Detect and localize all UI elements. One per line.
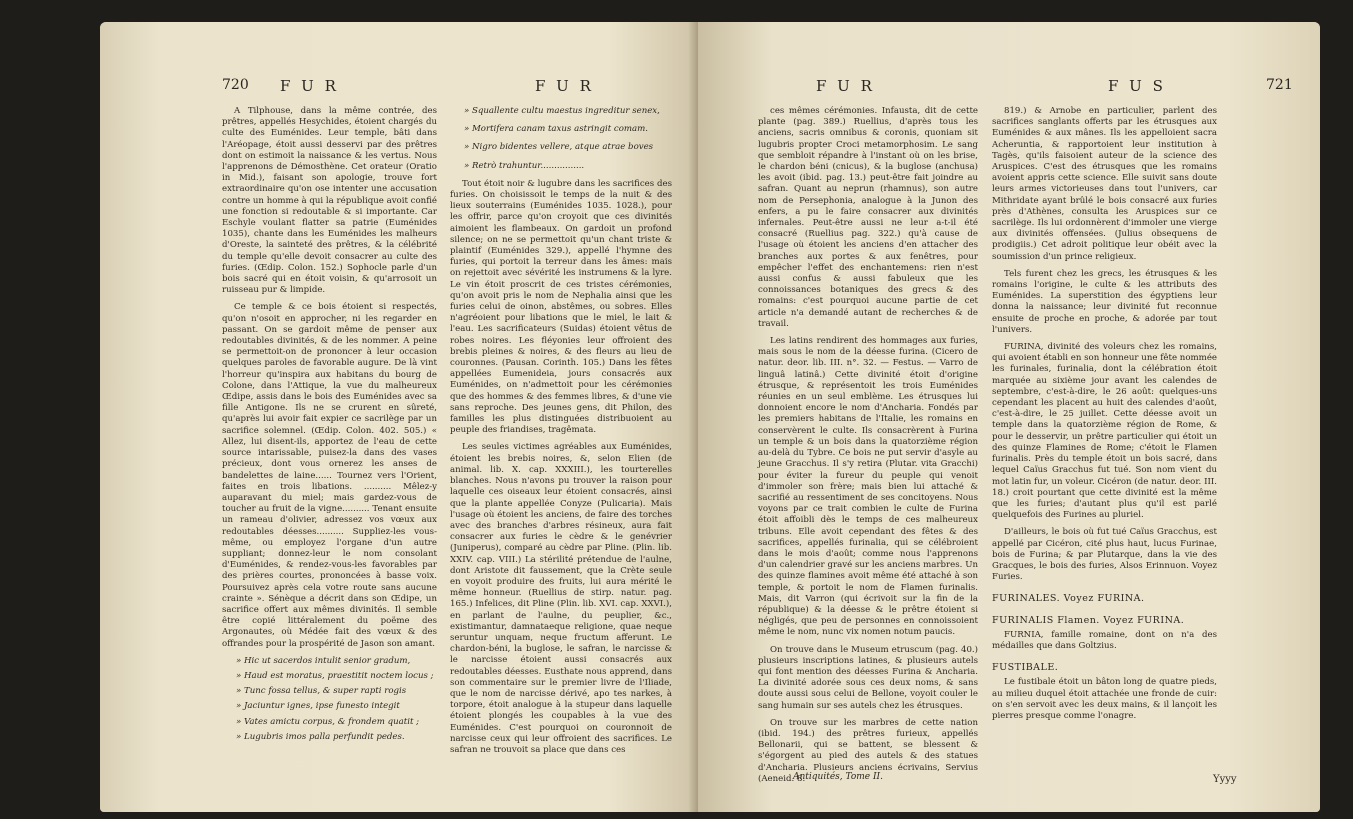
verse-line: » Haud est moratus, praestitit noctem locus ; <box>236 670 434 681</box>
paragraph: Les seules victimes agréables aux Euménides, étoient les brebis noires, &, selon Elien (de animal. lib. X. cap. XXXIII.), les tourterelles blanches. Nous n'avons pu trouver la raison pour laquelle ces oiseaux leur étoient consacrés, ainsi que la plante appellée Conyze (Pulicaria). Mais l'usage où étoient les anciens, de faire des torches avec des branches d'arbres résineux, aura fait consacrer aux furies le cèdre & le genévrier (Juniperus), comparé au cèdre par Pline. (Plin. lib. XXIV. cap. VIII.) La stérilité prétendue de l'aulne, dont Aristote dit faussement, que la Crète seule en voyoit produire des fruits, lui aura mérité le même honneur. (Ruellius de stirp. natur. pag. 165.) Infelices, dit Pline (Plin. lib. XVI. cap. XXVI.), en parlant de l'aulne, du peuplier, &c., existimantur, damnataeque religione, quae neque seruntur unquam, neque fructum afferunt. Le chardon-béni, la buglose, le safran, le narcisse & le narcisse étoient aussi consacrés aux redoutables déesses. Eusthate nous apprend, dans son commentaire sur le premier livre de l'Iliade, que le nom de narcisse dérivé, apo tes narkes, à torpore, étoit analogue à la stupeur dans laquelle étoient plongés les coupables à la vue des Euménides. C'est pourquoi on couronnoit de narcisse ceux qui leur offroient des sacrifices. Le safran ne trouvoit sa place que dans ces <box>450 442 672 755</box>
verse-line: » Mortifera canam taxus astringit comam. <box>464 124 649 135</box>
column-3 <box>758 106 978 791</box>
signature-mark: Yyyy <box>1213 774 1237 785</box>
verse-line: » Squallente cultu maestus ingreditur senex, <box>464 106 660 116</box>
running-head-left-col2: F U R <box>535 77 594 95</box>
verse-line: » Tunc fossa tellus, & super rapti rogis <box>236 686 407 697</box>
paragraph: D'ailleurs, le bois où fut tué Caïus Gracchus, est appellé par Cicéron, cité plus haut, lucus Furinae, bois de Furina; & par Plutarque, dans la vie des Gracques, le bois des furies, Alsos Erinnuon. Voyez Furies. <box>992 527 1217 583</box>
paragraph: Tels furent chez les grecs, les étrusques & les romains l'origine, le culte & les attributs des Euménides. La superstition des égyptiens leur donna la naissance; leur divinité fut reconnue ensuite de proche en proche, & adorée par tout l'univers. <box>992 268 1217 335</box>
verse-line: » Nigro bidentes vellere, atque atrae boves <box>464 142 654 153</box>
right-page <box>698 22 1320 812</box>
paragraph: A Tilphouse, dans la même contrée, des prêtres, appellés Hesychides, étoient chargés du culte des Euménides. Leur temple, bâti dans l'Aréopage, étoit aussi desservi par des prêtres dont on estimoit la naissance & les vertus. Nous l'apprenons de Démosthène. Cet orateur (Oratio in Mid.), faisant son apologie, trouve fort extraordinaire qu'on ose intenter une accusation contre un homme à qui la république avoit confié une fonction si redoutable & si importante. Car Eschyle voulant flatter sa patrie (Euménides 1035), chante dans les Euménides les malheurs d'Oreste, la sainteté des prêtres, & la célébrité du temple qu'elle devoit consacrer au culte des furies. (Œdip. Colon. 152.) Sophocle parle d'un bois sacré qui en étoit voisin, & qu'arrosoit un ruisseau pur & limpide. <box>222 106 438 296</box>
paragraph: On trouve sur les marbres de cette nation (ibid. 194.) des prêtres furieux, appellés Bellonarii, qui se battent, se blessent & s'égorgent au pied des autels & des statues d'Ancharia. Plusieurs anciens écrivains, Servius (Aeneid. 8. <box>758 717 978 784</box>
dictionary-entry: FURNIA, famille romaine, dont on n'a des médailles que dans Goltzius. <box>992 629 1217 651</box>
column-4 <box>992 106 1217 728</box>
column-1 <box>222 106 437 747</box>
paragraph: Tout étoit noir & lugubre dans les sacrifices des furies. On choisissoit le temps de la nuit & des lieux souterrains (Euménides 1035. 1028.), pour les offrir, parce qu'on croyoit que ces divinités aimoient les flambeaux. On gardoit un profond silence; on ne se permettoit qu'un chant triste & plaintif (Euménides 329.), appellé l'hymne des furies, qui portoit la terreur dans les âmes: mais on rejettoit avec sévérité les instrumens & la lyre. Le vin étoit proscrit de ces tristes cérémonies, qu'on avoit pris le nom de Nephalia ainsi que les furies celui de oinon, abstêmes, ou sobres. Elles n'agréoient pour libations que le miel, le lait & l'eau. Les sacrificateurs (Suidas) étoient vêtus de robes noires. Les fléyonies leur offroient des brebis pleines & noires, & des fleurs au lieu de couronnes. (Pausan. Corinth. 105.) Dans les fêtes appellées Eumenideia, jours consacrés aux Euménides, on n'admettoit pour les cérémonies que des hommes & des femmes libres, & d'une vie sans reproche. Des jeunes gens, dit Philon, des familles les plus distinguées distribuoient au peuple des friandises, tragêmata. <box>450 178 672 436</box>
verse-line: » Lugubris imos palla perfundit pedes. <box>236 731 405 742</box>
page-number-left: 720 <box>222 77 249 93</box>
paragraph: FURINA, divinité des voleurs chez les romains, qui avoient établi en son honneur une fête nommée les furinales, furinalia, dont la célébration étoit marquée au sixième jour avant les calendes de septembre, c'est-à-dire, le 26 août: quelques-uns cependant les placent au huit des calendes d'août, c'est-à-dire, le 25 juillet. Cette déesse avoit un temple dans la quatorzième région de Rome, & pour le desservir, un prêtre particulier qui étoit un des quinze Flamines de Rome; c'étoit le Flamen furinalis. Près du temple étoit un bois sacré, dans lequel Caïus Gracchus fut tué. Son nom vient du mot latin fur, un voleur. Cicéron (de natur. deor. III. 18.) croit pourtant que cette divinité est la même que les furies; d'autant plus qu'il est parlé quelquefois des Furines au pluriel. <box>992 342 1217 521</box>
paragraph: On trouve dans le Museum etruscum (pag. 40.) plusieurs inscriptions latines, & plusieurs autels qui font mention des déesses Furina & Ancharia. La divinité adorée sous ces deux noms, & sans doute aussi sous celui de Bellone, voyoit couler le sang humain sur ses autels chez les étrusques. <box>758 644 978 711</box>
verse-line: » Retrò trahuntur................ <box>464 160 585 171</box>
latin-verse <box>450 106 672 172</box>
dictionary-entry: Le fustibale étoit un bâton long de quatre pieds, au milieu duquel étoit attachée une fronde de cuir: on s'en servoit avec les deux mains, & il lançoit les pierres presque comme l'onagre. <box>992 677 1217 721</box>
paragraph: ces mêmes cérémonies. Infausta, dit de cette plante (pag. 389.) Ruellius, d'après tous les anciens, sacris omnibus & coronis, quoniam sit lugubris propter Croci metamorphosim. Le sang que sembloit répandre à l'instant où on les brise, le chardon béni (cnicus), & la buglose (anchusa) les avoit (ibid. pag. 13.) peut-être fait joindre au safran. Quant au neprun (rhamnus), son autre nom de Persephonia, analogue à la Junon des enfers, a pu le faire consacrer aux divinités infernales. Peut-être aussi ne leur a-t-il été consacré (Ruellius pag. 322.) qu'à cause de l'usage où étoient les anciens d'en attacher des branches aux portes & aux fenêtres, pour empêcher l'effet des enchantemens: rien n'est aussi confus & aussi fabuleux que les connoissances botaniques des grecs & des romains: c'est pourquoi aucune partie de cet article n'a demandé autant de recherches & de travail. <box>758 106 978 329</box>
left-page <box>100 22 698 812</box>
paragraph: Ce temple & ce bois étoient si respectés, qu'on n'osoit en approcher, ni les regarder en passant. On se gardoit même de penser aux redoutables divinités, & de les nommer. A peine se permettoit-on de prononcer à leur occasion quelques paroles de favorable augure. De là vint l'horreur qu'inspira aux habitans du bourg de Colone, dans l'Attique, la vue du malheureux Œdipe, assis dans le bois des Euménides avec sa fille Antigone. Ils ne se crurent en sûreté, qu'après lui avoir fait expier ce sacrilège par un sacrifice solemnel. (Œdip. Colon. 402. 505.) « Allez, lui disent-ils, apportez de l'eau de cette source intarissable, puisez-la dans des vases précieux, dont vous ornerez les anses de bandelettes de laine...... Tournez vers l'Orient, faites en trois libations. .......... Mêlez-y auparavant du miel; mais gardez-vous de toucher au fruit de la vigne.......... Tenant ensuite un rameau d'olivier, adressez vos vœux aux redoutables déesses.......... Suppliez-les vous-même, ou employez l'organe d'un autre suppliant; donnez-leur le nom consolant d'Euménides, & rendez-vous-les favorables par des prières courtes, prononcées à basse voix. Poursuivez après cela votre route sans aucune crainte ». Sénèque a décrit dans son Œdipe, un sacrifice offert aux mêmes divinités. Il semble être copié littéralement du poëme des Argonautes, où Médée fait des vœux & des offrandes pour la prospérité de Jason son amant. <box>222 302 437 649</box>
book <box>100 22 1320 812</box>
running-head-left-col1: F U R <box>280 77 339 95</box>
dictionary-entry: FUSTIBALE. <box>992 662 1059 674</box>
column-2 <box>450 106 672 762</box>
page-number-right: 721 <box>1266 77 1293 93</box>
verse-line: » Vates amictu corpus, & frondem quatit ; <box>236 716 420 727</box>
verse-line: » Hic ut sacerdos intulit senior gradum, <box>236 655 411 666</box>
paragraph: Les latins rendirent des hommages aux furies, mais sous le nom de la déesse furina. (Cicero de natur. deor. lib. III. n°. 32. — Festus. — Varro de linguâ latinâ.) Cette divinité étoit d'origine étrusque, & représentoit les trois Euménides réunies en un seul emblème. Les étrusques lui donnoient encore le nom d'Ancharia. Fondés par les premiers habitans de l'Italie, les romains en conservèrent le culte. Ils consacrèrent à Furina un temple & un bois dans la quatorzième région au-delà du Tybre. Ce bois ne put servir d'asyle au jeune Gracchus. Il s'y retira (Plutar. vita Gracchi) pour éviter la fureur du peuple qui venoit d'immoler son frère; mais bien lui attaché & sacrifié au ressentiment de ses concitoyens. Nous voyons par ce trait combien le culte de Furina étoit affoibli dès le temps de ces malheureux tribuns. Elle avoit cependant des fêtes & des sacrifices, appellés furinalia, qui se célébroient dans le mois d'août; comme nous l'apprenons d'un calendrier gravé sur les anciens marbres. Un des quinze flamines avoit même été attaché à son temple, & portoit le nom de Flamen furinalis. Mais, dit Varron (qui écrivoit sur la fin de la république) & la déesse & le prêtre étoient si négligés, que peu de personnes en connoissoient même le nom, nunc vix nomen notum paucis. <box>758 336 978 638</box>
dictionary-entry: FURINALIS Flamen. Voyez FURINA. <box>992 614 1185 626</box>
dictionary-entry: FURINALES. Voyez FURINA. <box>992 593 1145 605</box>
volume-footer: Antiquités, Tome II. <box>793 772 883 782</box>
paragraph: 819.) & Arnobe en particulier, parlent des sacrifices sanglants offerts par les étrusques aux Euménides & aux mânes. Ils les appelloient sacra Acheruntia, & rapportoient leur institution à Tagès, qu'ils faisoient auteur de la science des Aruspices. C'est des étrusques que les romains avoient appris cette science. Elle suivit sans doute leurs armes victorieuses dans tout l'univers, car Mithridate ayant brûlé le bois consacré aux furies près d'Athènes, consulta les Aruspices sur ce sacrilège. Ils lui ordonnèrent d'immoler une vierge aux divinités offensées. (Julius obsequens de prodigiis.) Cet adroit politique leur obéit avec la soumission d'un prince religieux. <box>992 106 1217 262</box>
running-head-right-col2: F U S <box>1108 77 1166 95</box>
running-head-right-col1: F U R <box>816 77 875 95</box>
verse-line: » Jaciuntur ignes, ipse funesto integit <box>236 701 400 712</box>
latin-verse <box>222 656 437 743</box>
